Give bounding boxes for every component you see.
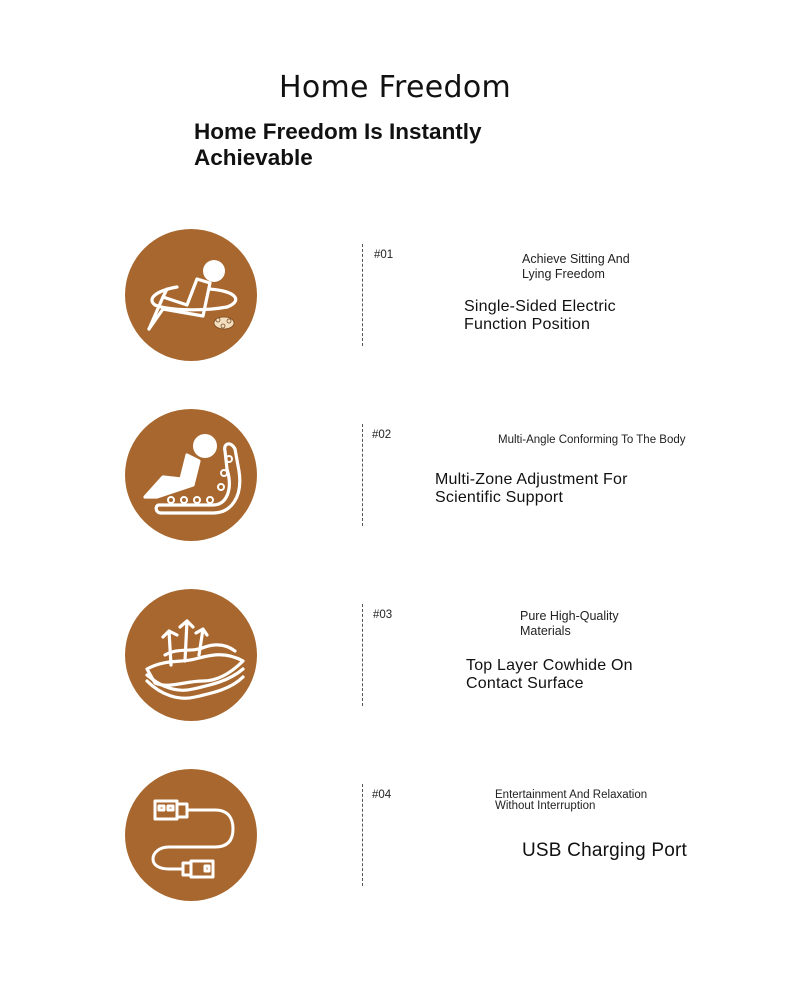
recliner-rotate-icon [125,229,257,361]
feature-item [0,589,790,729]
feature-headline: Multi-Zone Adjustment For Scientific Support [435,471,628,506]
page-title: Home Freedom [278,70,511,105]
massage-chair-icon [125,409,257,541]
divider [362,244,363,346]
feature-number: #01 [374,249,394,261]
feature-tagline: Entertainment And Relaxation Without Interruption [495,789,648,812]
feature-headline: Single-Sided Electric Function Position [464,298,616,333]
feature-tagline: Multi-Angle Conforming To The Body [498,434,686,446]
divider [362,784,363,886]
usb-cable-icon [125,769,257,901]
divider [362,604,363,706]
feature-number: #02 [372,429,392,441]
feature-number: #04 [372,789,392,801]
feature-item [0,769,790,909]
layered-leather-icon [125,589,257,721]
feature-tagline: Achieve Sitting And Lying Freedom [522,252,630,281]
feature-tagline: Pure High-Quality Materials [520,609,619,638]
feature-item [0,229,790,369]
feature-headline: USB Charging Port [522,840,687,861]
divider [362,424,363,526]
feature-number: #03 [373,609,393,621]
page-subtitle: Home Freedom Is Instantly Achievable [194,119,482,170]
feature-item [0,409,790,549]
feature-headline: Top Layer Cowhide On Contact Surface [466,657,633,692]
